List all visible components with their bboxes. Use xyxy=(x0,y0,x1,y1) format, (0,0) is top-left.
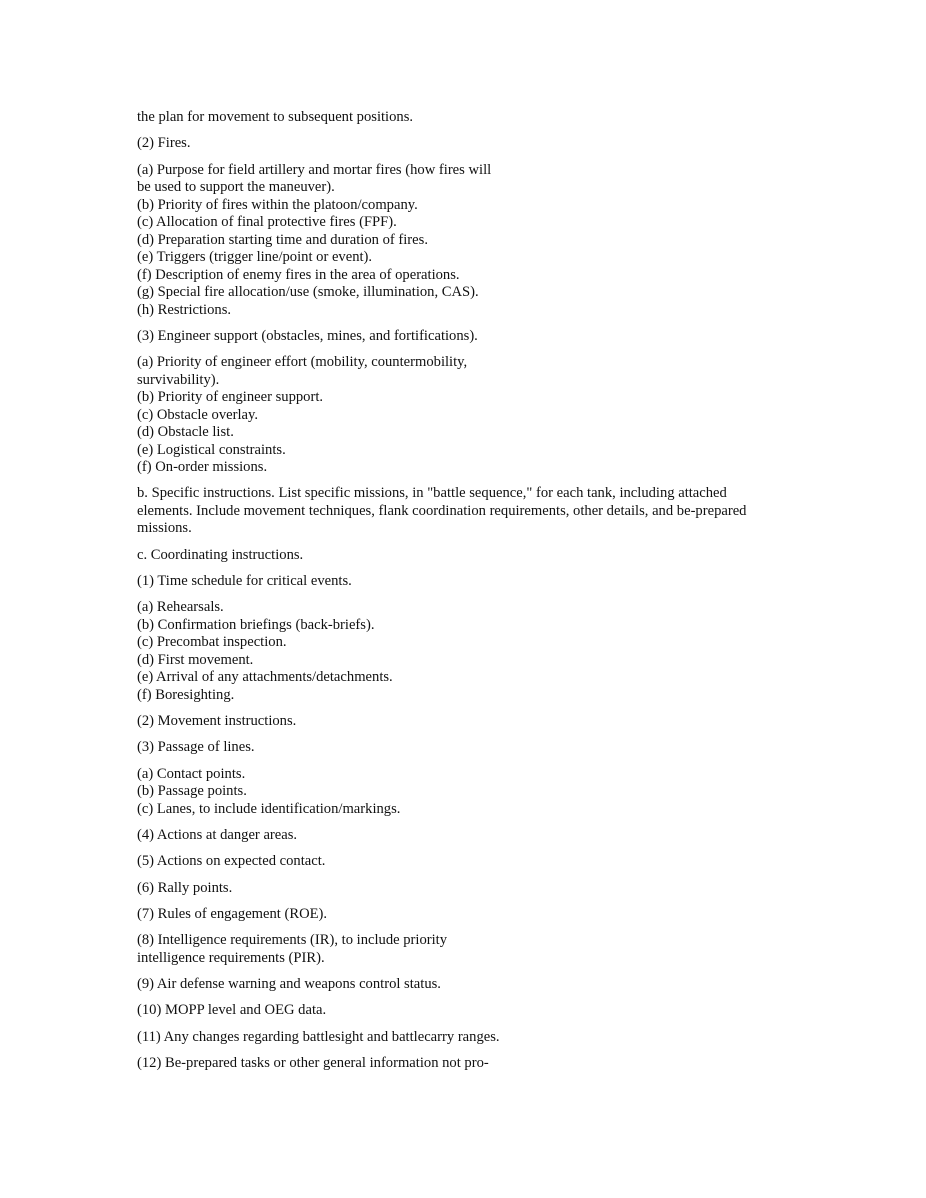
section-heading: (1) Time schedule for critical events. xyxy=(137,573,352,590)
section-heading: (2) Fires. xyxy=(137,135,191,152)
section-heading: (3) Passage of lines. xyxy=(137,739,255,756)
list-item: (f) Description of enemy fires in the area of operations. xyxy=(137,266,460,283)
section-heading: (4) Actions at danger areas. xyxy=(137,827,298,844)
schedule-list xyxy=(137,599,797,704)
list-item: (d) Obstacle list. xyxy=(137,424,234,441)
paragraph xyxy=(137,880,797,898)
list-item: (c) Lanes, to include identification/markings. xyxy=(137,800,401,817)
list-item: (f) Boresighting. xyxy=(137,686,235,703)
paragraph xyxy=(137,1029,797,1047)
list-item: (b) Confirmation briefings (back-briefs). xyxy=(137,616,375,633)
text-line: b. Specific instructions. List specific missions, in "battle sequence," for each tank, including attached xyxy=(137,485,727,502)
list-item: survivability). xyxy=(137,371,220,388)
paragraph xyxy=(137,976,797,994)
paragraph xyxy=(137,573,797,591)
passage-list xyxy=(137,766,797,819)
list-item: (b) Priority of engineer support. xyxy=(137,389,324,406)
section-heading: (12) Be-prepared tasks or other general information not pro- xyxy=(137,1054,489,1071)
list-item: (c) Obstacle overlay. xyxy=(137,406,259,423)
list-item: (b) Priority of fires within the platoon/company. xyxy=(137,196,418,213)
engineer-list xyxy=(137,354,797,477)
specific-instructions-paragraph xyxy=(137,485,797,538)
list-item: (d) Preparation starting time and duration of fires. xyxy=(137,231,428,248)
document-page xyxy=(137,109,797,1081)
section-heading: (3) Engineer support (obstacles, mines, and fortifications). xyxy=(137,327,478,344)
list-item: (c) Allocation of final protective fires (FPF). xyxy=(137,214,397,231)
paragraph xyxy=(137,135,797,153)
paragraph xyxy=(137,906,797,924)
fires-list xyxy=(137,162,797,320)
section-heading: (7) Rules of engagement (ROE). xyxy=(137,905,328,922)
list-item: (e) Triggers (trigger line/point or event). xyxy=(137,249,373,266)
list-item: (a) Priority of engineer effort (mobility, countermobility, xyxy=(137,354,468,371)
section-heading: (11) Any changes regarding battlesight and battlecarry ranges. xyxy=(137,1028,500,1045)
paragraph xyxy=(137,827,797,845)
paragraph xyxy=(137,328,797,346)
list-item: (h) Restrictions. xyxy=(137,301,232,318)
section-heading: (6) Rally points. xyxy=(137,879,233,896)
list-item: (g) Special fire allocation/use (smoke, illumination, CAS). xyxy=(137,284,479,301)
paragraph xyxy=(137,1002,797,1020)
list-item: (a) Rehearsals. xyxy=(137,599,224,616)
list-item: (e) Logistical constraints. xyxy=(137,441,286,458)
paragraph xyxy=(137,109,797,127)
section-heading: (10) MOPP level and OEG data. xyxy=(137,1002,327,1019)
section-heading: (2) Movement instructions. xyxy=(137,713,297,730)
section-heading: (5) Actions on expected contact. xyxy=(137,853,326,870)
text-line: the plan for movement to subsequent positions. xyxy=(137,109,414,125)
section-heading: c. Coordinating instructions. xyxy=(137,546,304,563)
text-line: missions. xyxy=(137,520,192,537)
list-item: (f) On-order missions. xyxy=(137,459,268,476)
list-item: (a) Purpose for field artillery and mortar fires (how fires will xyxy=(137,161,492,178)
text-line: intelligence requirements (PIR). xyxy=(137,949,325,966)
paragraph xyxy=(137,547,797,565)
paragraph xyxy=(137,1055,797,1073)
paragraph xyxy=(137,932,797,967)
list-item: (b) Passage points. xyxy=(137,783,247,800)
list-item: (e) Arrival of any attachments/detachments. xyxy=(137,669,393,686)
paragraph xyxy=(137,853,797,871)
paragraph xyxy=(137,739,797,757)
paragraph xyxy=(137,713,797,731)
list-item: be used to support the maneuver). xyxy=(137,179,335,196)
text-line: (8) Intelligence requirements (IR), to include priority xyxy=(137,932,448,949)
text-line: elements. Include movement techniques, flank coordination requirements, other details, and be-prepared xyxy=(137,502,747,519)
list-item: (a) Contact points. xyxy=(137,765,246,782)
list-item: (c) Precombat inspection. xyxy=(137,634,287,651)
list-item: (d) First movement. xyxy=(137,651,254,668)
section-heading: (9) Air defense warning and weapons control status. xyxy=(137,976,441,993)
